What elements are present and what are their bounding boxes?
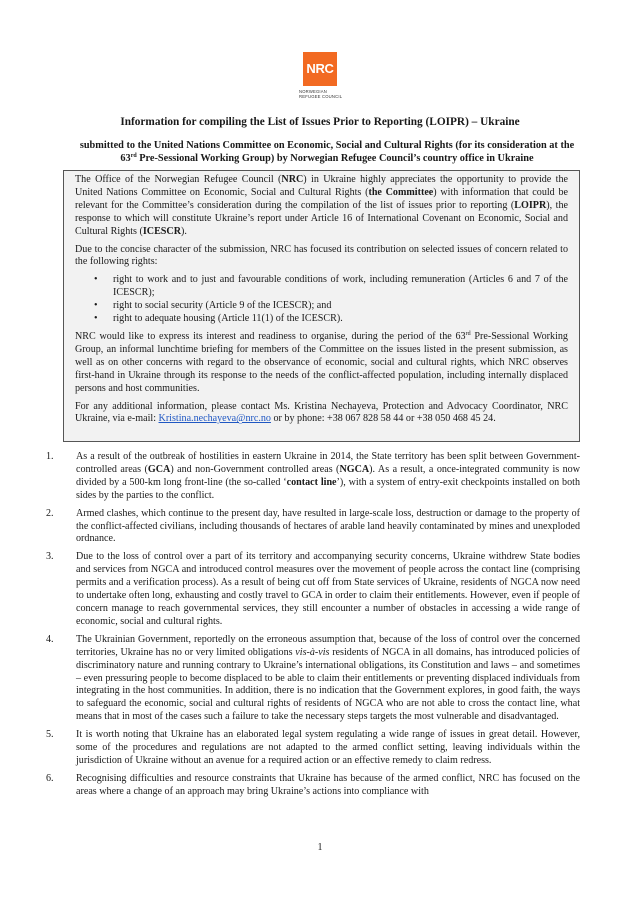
rights-list-item: • right to social security (Article 9 of the ICESCR); and <box>94 300 332 312</box>
numbered-paragraphs <box>46 451 580 804</box>
document-subtitle: submitted to the United Nations Committee on Economic, Social and Cultural Rights (for its consideration at the 63rd Pre-Sessional Working Group) by Norwegian Refugee Council’s country office in Ukraine <box>79 140 575 164</box>
rights-list <box>75 274 568 326</box>
document-title: Information for compiling the List of Issues Prior to Reporting (LOIPR) – Ukraine <box>120 116 520 128</box>
paragraph-4: 4. The Ukrainian Government, reportedly on the erroneous assumption that, because of the loss of control over the concerned territories, Ukraine has no or very limited obligations vis-à-vis residents of NGCA in all domains, has introduced policies of discriminatory nature and running contrary to Ukraine’s international obligations, its Constitution and laws – and sometimes – even pressuring people to become displaced to be able to claim their entitlements or preventing displaced individuals from integrating in the host communities. In addition, there is no indication that the Government explores, in good faith, the ways to safeguard the economic, social and cultural rights of residents of NGCA who are not able to cross the contact line, what means that in most of the cases such a failure to take the necessary steps targets the most vulnerable and disadvantaged. <box>46 633 580 723</box>
bullet-icon: • <box>94 274 98 286</box>
bullet-icon: • <box>94 300 98 312</box>
paragraph-5: 5. It is worth noting that Ukraine has an elaborated legal system regulating a wide range of issues in great detail. However, some of the procedures and regulations are not adapted to the armed conflict setting, leaving individuals within the jurisdiction of Ukraine without an avenue for a required action or an effective remedy to claim redress. <box>46 729 580 766</box>
rights-list-item: • right to work and to just and favourable conditions of work, including remuneration (Articles 6 and 7 of the ICESCR); <box>94 274 568 299</box>
rights-list-item: • right to adequate housing (Article 11(1) of the ICESCR). <box>94 313 343 325</box>
paragraph-3: 3. Due to the loss of control over a part of its territory and accompanying security concerns, Ukraine withdrew State bodies and services from NGCA and introduced control measures over the movement of people across the contact line (comprising permits and a verification process). As a result of being cut off from State services of Ukraine, residents of NGCA now need to undertake often long, exhausting and costly travel to GCA in order to claim their entitlements. However, even if people of concern manage to reach governmental services, they still encounter a number of obstacles in accessing a wide range of economic, social and cultural rights. <box>46 551 580 627</box>
briefing-paragraph: NRC would like to express its interest and readiness to organise, during the period of the 63rd Pre-Sessional Working Group, an informal lunchtime briefing for members of the Committee on the issues listed in the present submission, as well as on other concerns with regard to the observance of economic, social and cultural rights, which NRC observes first-hand in Ukraine through its response to the needs of the conflict-affected population, including internally displaced persons and host communities. <box>75 330 568 394</box>
nrc-logo <box>293 52 347 99</box>
paragraph-1: 1. As a result of the outbreak of hostilities in eastern Ukraine in 2014, the State territory has been split between Government-controlled areas (GCA) and non-Government controlled areas (NGCA). As a result, a once-integrated community is now divided by a 500-km long front-line (the so-called ‘contact line’), with a system of entry-exit checkpoints installed on both sides by the parties to the conflict. <box>46 451 580 501</box>
contact-paragraph: For any additional information, please contact Ms. Kristina Nechayeva, Protection and Advocacy Coordinator, NRC Ukraine, via e-mail: Kristina.nechayeva@nrc.no or by phone: +38 067 828 58 44 or +38 050 468 45 24. <box>75 400 568 425</box>
paragraph-2: 2. Armed clashes, which continue to the present day, have resulted in large-scale loss, destruction or damage to the property of the conflict-affected civilians, including thousands of hectares of arable land heavily contaminated by mines and unexploded ordnance. <box>46 507 580 545</box>
summary-box <box>63 170 580 442</box>
page-number: 1 <box>317 842 323 853</box>
focus-paragraph: Due to the concise character of the submission, NRC has focused its contribution on selected issues of concern related to the following rights: <box>75 243 568 268</box>
nrc-logo-mark: NRC <box>303 52 337 86</box>
email-link[interactable]: Kristina.nechayeva@nrc.no <box>158 413 271 425</box>
nrc-logo-text: NORWEGIAN REFUGEE COUNCIL <box>299 89 343 99</box>
paragraph-6: 6. Recognising difficulties and resource constraints that Ukraine has because of the armed conflict, NRC has focused on the areas where a change of an approach may bring Ukraine’s actions into compliance with <box>46 772 580 797</box>
intro-paragraph: The Office of the Norwegian Refugee Council (NRC) in Ukraine highly appreciates the opportunity to provide the United Nations Committee on Economic, Social and Cultural Rights (the Committee) with information that could be relevant for the Committee’s consideration during the compilation of the list of issues prior to reporting (LOIPR), the response to which will constitute Ukraine’s report under Article 16 of International Covenant on Economic, Social and Cultural Rights (ICESCR). <box>75 174 568 237</box>
bullet-icon: • <box>94 313 98 325</box>
